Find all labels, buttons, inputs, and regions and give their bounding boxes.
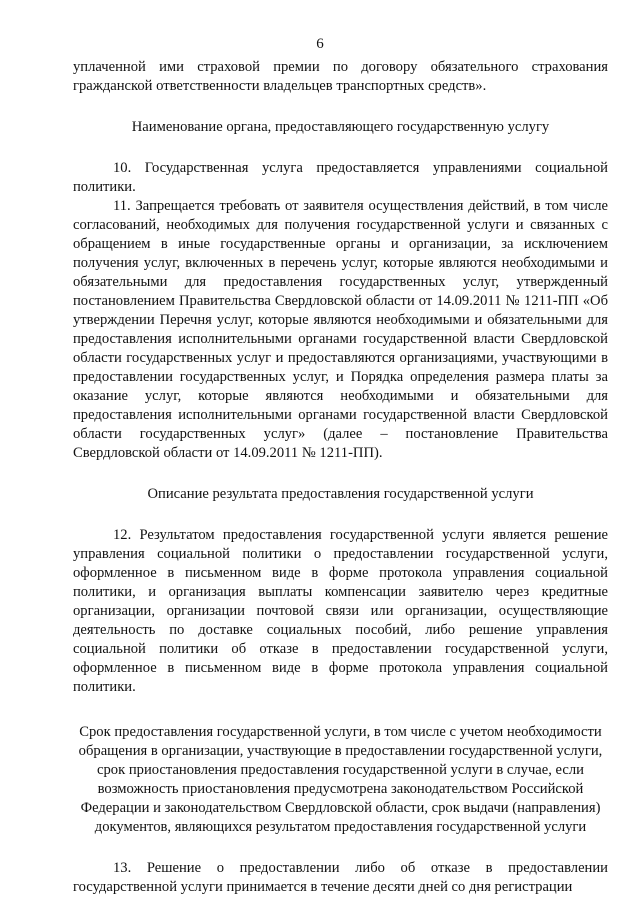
continuation-paragraph: уплаченной ими страховой премии по договору обязательного страхования гражданской ответственности владельцев транспортных средств». [73, 59, 608, 94]
paragraph-12: 12. Результатом предоставления государственной услуги является решение управления социальной политики о предоставлении государственной услуги, оформленное в письменном виде в форме протокола управления социальной политики, и организация выплаты компенсации заявителю через кредитные организации, организации почтовой связи или организации, осуществляющие деятельность по доставке социальных пособий, либо решение управления социальной политики об отказе в предоставлении государственной услуги, оформленное в письменном виде в форме протокола управления социальной политики. [73, 527, 608, 695]
section-heading-result: Описание результата предоставления государственной услуги [147, 486, 534, 502]
paragraph-11: 11. Запрещается требовать от заявителя осуществления действий, в том числе согласований, необходимых для получения государственной услуги и связанных с обращением в иные государственные органы и организации, за исключением получения услуг, включенных в перечень услуг, которые являются необходимыми и обязательными для предоставления государственных услуг, утвержденный постановлением Правительства Свердловской области от 14.09.2011 № 1211-ПП «Об утверждении Перечня услуг, которые являются необходимыми и обязательными для предоставления исполнительными органами государственной власти Свердловской области государственных услуг и предоставляются организациями, участвующими в предоставлении государственных услуг, и Порядка определения размера платы за оказание услуг, которые являются необходимыми и обязательными для предоставления исполнительными органами государственной власти Свердловской области государственных услуг» (далее – постановление Правительства Свердловской области от 14.09.2011 № 1211-ПП). [73, 198, 608, 461]
paragraph-10: 10. Государственная услуга предоставляется управлениями социальной политики. [73, 160, 608, 195]
page-number: 6 [316, 36, 324, 52]
paragraph-13: 13. Решение о предоставлении либо об отказе в предоставлении государственной услуги принимается в течение десяти дней со дня регистрации [73, 860, 608, 895]
section-heading-term: Срок предоставления государственной услуги, в том числе с учетом необходимости обращения в организации, участвующие в предоставлении государственной услуги, срок приостановления предоставления государственной услуги в случае, если возможность приостановления предусмотрена законодательством Российской Федерации и законодательством Свердловской области, срок выдачи (направления) документов, являющихся результатом предоставления государственной услуги [78, 724, 603, 835]
section-heading-authority: Наименование органа, предоставляющего государственную услугу [131, 119, 550, 135]
document-body [73, 58, 608, 897]
